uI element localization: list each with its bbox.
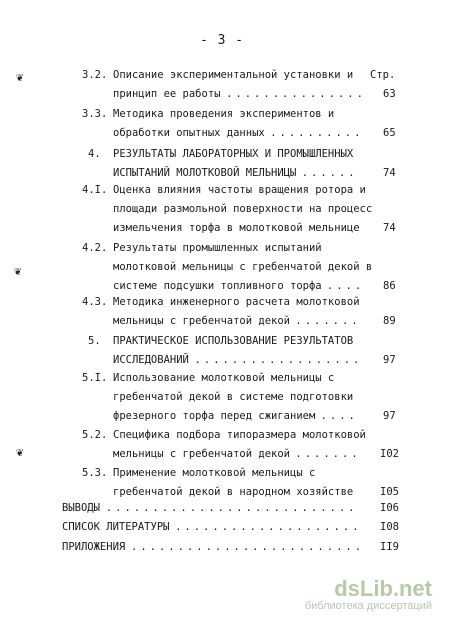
toc-entry-number: 5. (88, 335, 101, 347)
toc-entry-title-line: Методика инженерного расчета молотковой (113, 296, 360, 308)
toc-dot-leader: .......... (270, 127, 364, 139)
toc-entry-number: 5.I. (82, 372, 108, 384)
toc-entry-page: I06 (380, 502, 399, 514)
toc-entry-number: 3.2. (82, 69, 108, 81)
toc-dot-leader: ...... (301, 167, 358, 179)
toc-entry-number: 4.3. (82, 296, 108, 308)
toc-entry-title-line: мельницы с гребенчатой декой (113, 448, 291, 460)
toc-entry-number: 3.3. (82, 108, 108, 120)
toc-entry-number: 4.2. (82, 242, 108, 254)
toc-entry-title-line: обработки опытных данных (113, 127, 265, 139)
toc-entry-title-line: Методика проведения экспериментов и (113, 108, 335, 120)
toc-entry-title-line: площади размольной поверхности на процесс (113, 203, 373, 215)
toc-entry-page: 89 (383, 315, 396, 327)
toc-entry-title-line: Спецификa подбора типоразмера молотковой (113, 429, 366, 441)
toc-entry-title-line: молотковой мельницы с гребенчатой декой в (113, 261, 373, 273)
margin-mark: ❦ (16, 70, 24, 84)
toc-entry-title-line: СПИСОК ЛИТЕРАТУРЫ (62, 521, 170, 533)
page-column-label: Стр. (370, 69, 396, 81)
toc-dot-leader: ....... (295, 315, 361, 327)
toc-entry-title-line: ПРИЛОЖЕНИЯ (62, 541, 126, 553)
toc-entry-title-line: системе подсушки топливного торфа (113, 280, 322, 292)
toc-entry-title-line: Описание экспериментальной установки и (113, 69, 354, 81)
toc-entry-page: 97 (383, 410, 396, 422)
toc-entry-page: 65 (383, 127, 396, 139)
toc-dot-leader: ............... (226, 88, 366, 100)
margin-mark: ❦ (16, 445, 24, 459)
toc-entry-page: I02 (380, 448, 399, 460)
toc-dot-leader: .................... (175, 521, 362, 533)
toc-entry-page: I05 (380, 486, 399, 498)
toc-entry-title-line: Оценка влияния частоты вращения ротора и (113, 184, 366, 196)
toc-entry-number: 4.I. (82, 184, 108, 196)
toc-entry-page: 97 (383, 354, 396, 366)
toc-entry-page: 86 (383, 280, 396, 292)
toc-dot-leader: ....... (295, 448, 361, 460)
toc-entry-title-line: РЕЗУЛЬТАТЫ ЛАБОРАТОРНЫХ И ПРОМЫШЛЕННЫХ (113, 148, 354, 160)
toc-entry-title-line: ИСПЫТАНИЙ МОЛОТКОВОЙ МЕЛЬНИЦЫ (113, 167, 297, 179)
toc-entry-page: I08 (380, 521, 399, 533)
toc-entry-title-line: Использование молотковой мельницы с (113, 372, 335, 384)
toc-dot-leader: .... (320, 410, 358, 422)
toc-entry-title-line: ИССЛЕДОВАНИЙ (113, 354, 189, 366)
toc-entry-title-line: Результаты промышленных испытаний (113, 242, 322, 254)
toc-entry-title-line: фрезерного торфа перед сжиганием (113, 410, 316, 422)
toc-dot-leader: ......................... (131, 541, 365, 553)
page-number: - 3 - (200, 33, 245, 48)
toc-entry-title-line: принцип ее работы (113, 88, 221, 100)
toc-entry-title-line: гребенчатой декой в народном хозяйстве (113, 486, 354, 498)
watermark-brand: dsLib.net (334, 576, 432, 601)
toc-entry-page: II9 (380, 541, 399, 553)
toc-dot-leader: ........................... (105, 502, 358, 514)
toc-entry-title-line: гребенчатой декой в системе подготовки (113, 391, 354, 403)
toc-dot-leader: .... (326, 280, 365, 292)
toc-entry-page: 74 (383, 222, 396, 234)
toc-entry-title-line: Применение молотковой мельницы с (113, 467, 316, 479)
toc-dot-leader: .................. (194, 354, 363, 366)
toc-entry-title-line: измельчения торфа в молотковой мельнице (113, 222, 360, 234)
toc-entry-number: 4. (88, 148, 101, 160)
toc-entry-number: 5.3. (82, 467, 108, 479)
toc-entry-page: 74 (383, 167, 396, 179)
toc-entry-number: 5.2. (82, 429, 108, 441)
margin-mark: ❦ (14, 264, 22, 278)
toc-entry-title-line: ВЫВОДЫ (62, 502, 100, 514)
watermark-tagline: библиотека диссертаций (304, 600, 432, 612)
toc-entry-page: 63 (383, 88, 396, 100)
toc-entry-title-line: ПРАКТИЧЕСКОЕ ИСПОЛЬЗОВАНИЕ РЕЗУЛЬТАТОВ (113, 335, 354, 347)
toc-entry-title-line: мельницы с гребенчатой декой (113, 315, 291, 327)
